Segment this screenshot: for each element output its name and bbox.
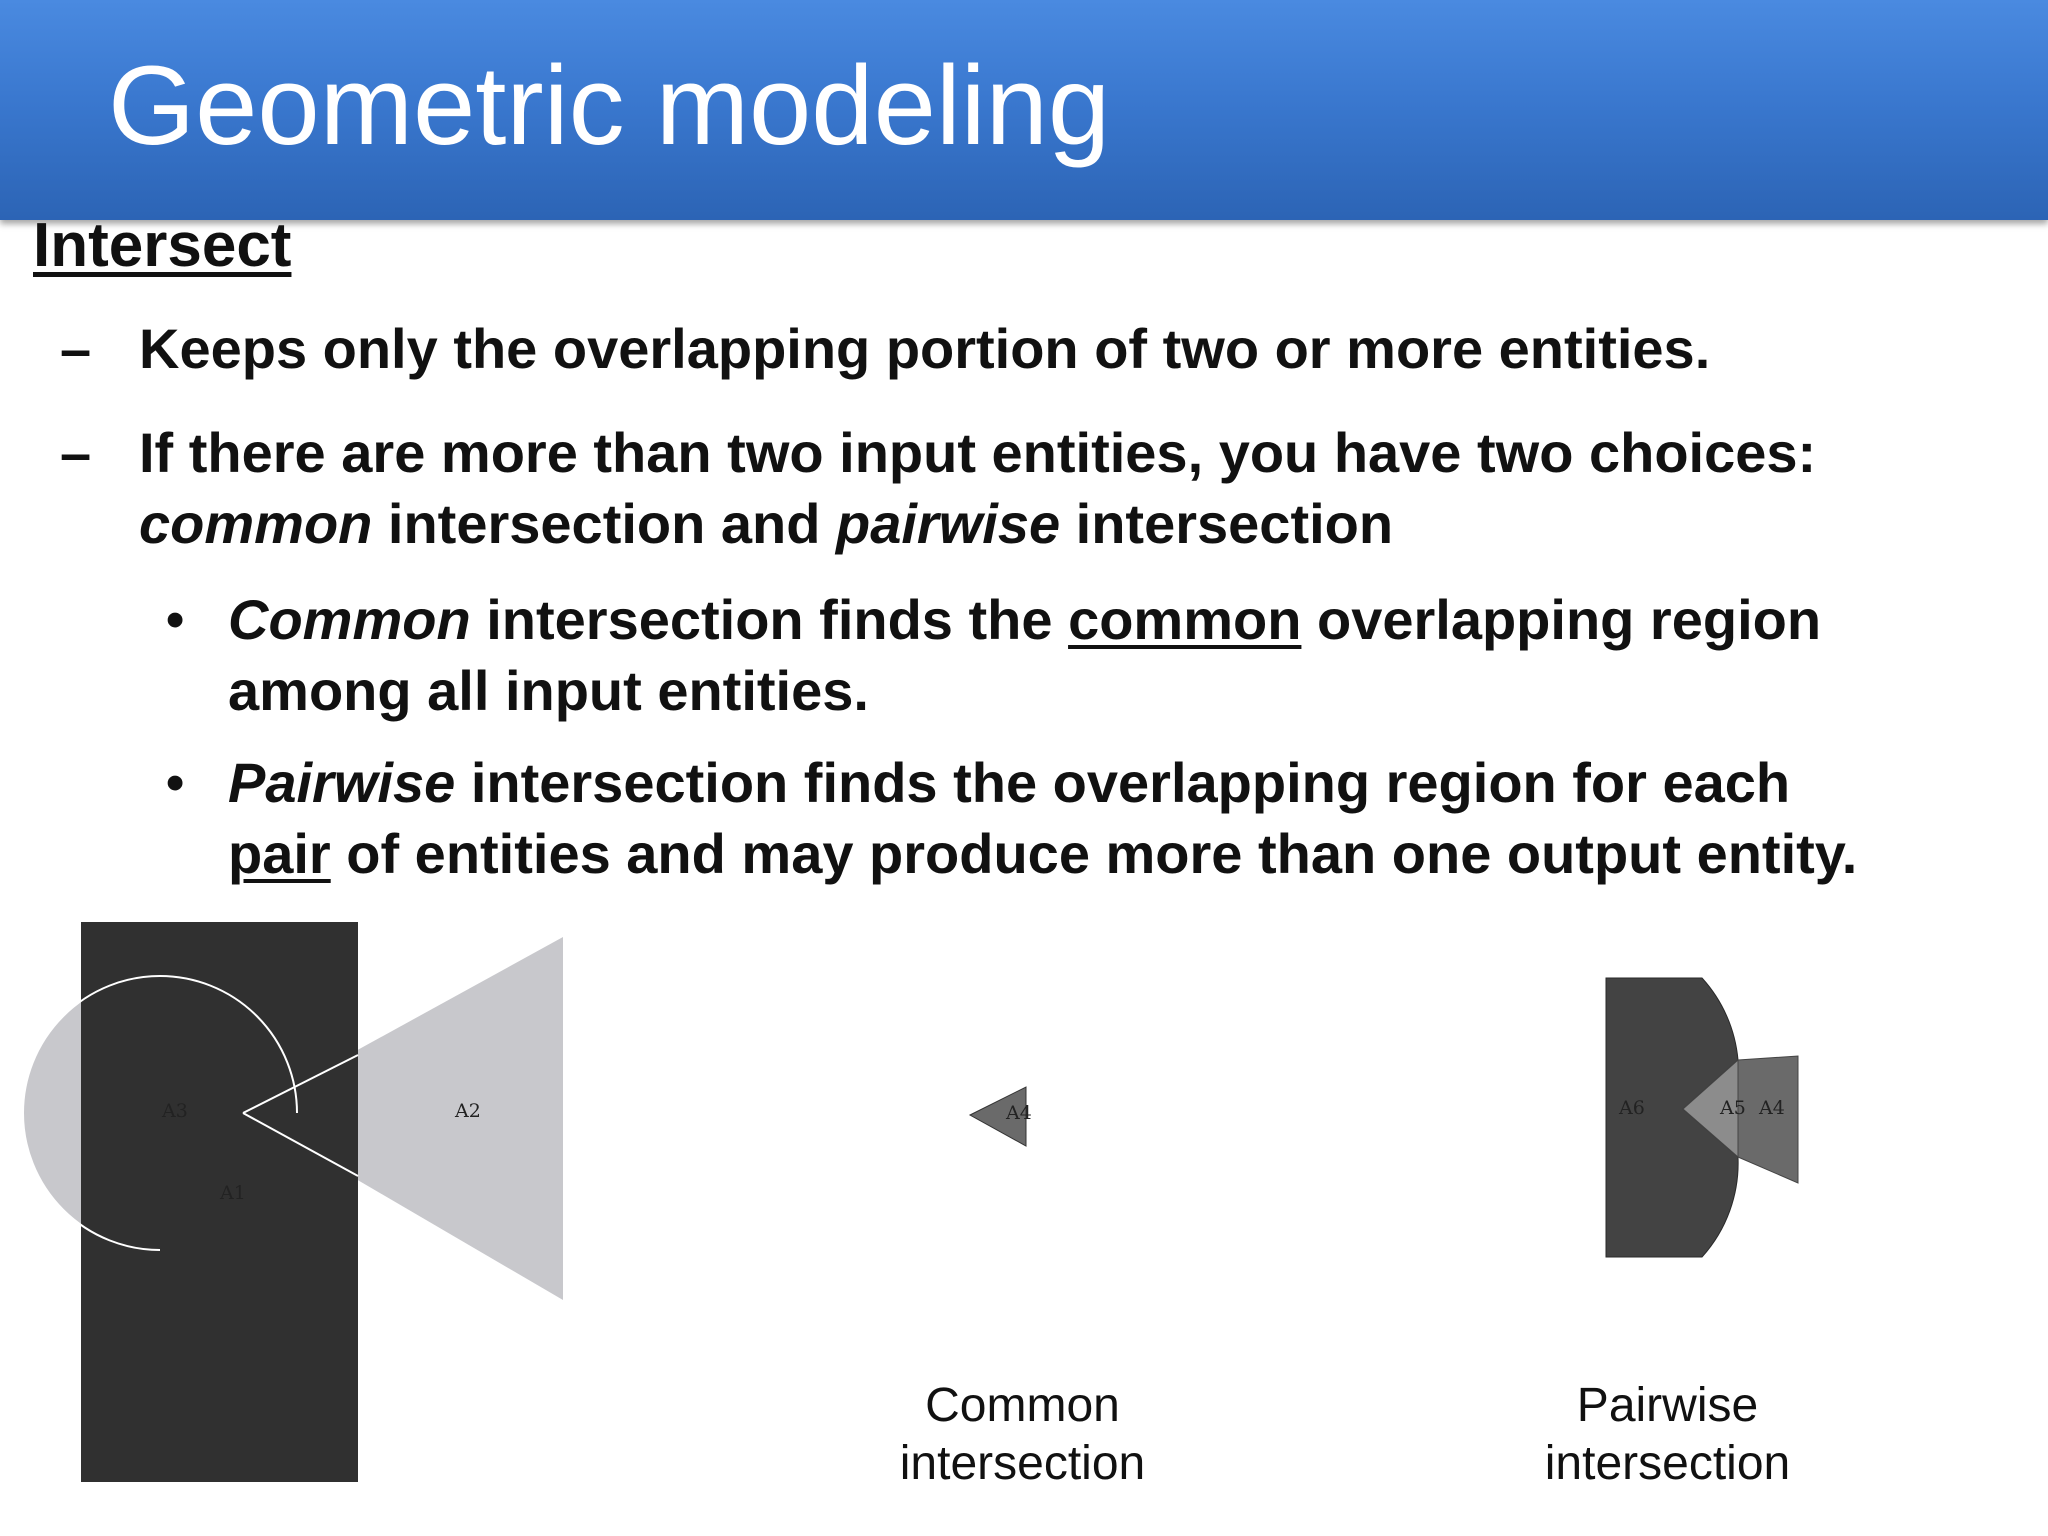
dash-marker-1: – — [60, 317, 92, 380]
point-1 — [139, 313, 1710, 384]
title-bar — [0, 0, 2048, 220]
sub-1-italic: Common — [228, 588, 471, 651]
label-a1: A1 — [220, 1182, 246, 1204]
sub-2-italic: Pairwise — [228, 751, 456, 814]
bullet-marker-2: • — [166, 754, 185, 812]
dash-marker-2: – — [60, 421, 92, 484]
label-pairwise-a4: A4 — [1759, 1097, 1785, 1119]
end-text: intersection — [1060, 492, 1394, 555]
sub-1-text-1: intersection finds the — [470, 588, 1069, 651]
pairwise-caption-line-2: intersection — [1544, 1437, 1791, 1490]
sub-point-2 — [228, 747, 1857, 889]
common-caption — [850, 1377, 1195, 1493]
sub-2-text-2: of entities and may produce more than one output entity. — [330, 822, 1858, 885]
sub-point-1-line-1 — [228, 584, 1821, 655]
pairwise-intersection-figure — [1500, 960, 1840, 1290]
label-pairwise-a5: A5 — [1720, 1097, 1746, 1119]
section-heading: Intersect — [33, 211, 292, 280]
pairwise-caption-line-1: Pairwise — [1576, 1379, 1759, 1432]
and-text: intersection and — [372, 492, 836, 555]
sub-point-1-line-2: among all input entities. — [228, 659, 869, 722]
sub-1-underlined: common — [1068, 588, 1302, 651]
sub-point-1 — [228, 584, 1821, 726]
label-pairwise-a6: A6 — [1619, 1097, 1645, 1119]
slide-title: Geometric modeling — [108, 43, 1111, 168]
sub-point-2-line-2 — [228, 818, 1857, 889]
bullet-marker-1: • — [166, 591, 185, 649]
label-a3: A3 — [162, 1100, 188, 1122]
region-a4 — [1738, 1056, 1798, 1183]
common-caption-line-1: Common — [925, 1379, 1120, 1432]
common-caption-line-2: intersection — [899, 1437, 1146, 1490]
point-2 — [139, 417, 1816, 559]
point-2-line-2 — [139, 488, 1816, 559]
point-1-text: Keeps only the overlapping portion of two or more entities. — [139, 317, 1711, 380]
pairwise-caption — [1495, 1377, 1840, 1493]
label-common-a4: A4 — [1006, 1102, 1032, 1124]
sub-2-underlined: pair — [228, 822, 331, 885]
label-a2: A2 — [455, 1100, 481, 1122]
sub-2-text-1: intersection finds the overlapping region for each — [455, 751, 1791, 814]
point-2-line-1: If there are more than two input entities, you have two choices: — [139, 421, 1817, 484]
pairwise-word: pairwise — [836, 492, 1061, 555]
sub-1-text-2: overlapping region — [1301, 588, 1822, 651]
common-word: common — [139, 492, 373, 555]
sub-point-2-line-1 — [228, 747, 1857, 818]
input-entities-figure — [0, 900, 600, 1500]
common-intersection-figure — [940, 1070, 1080, 1170]
